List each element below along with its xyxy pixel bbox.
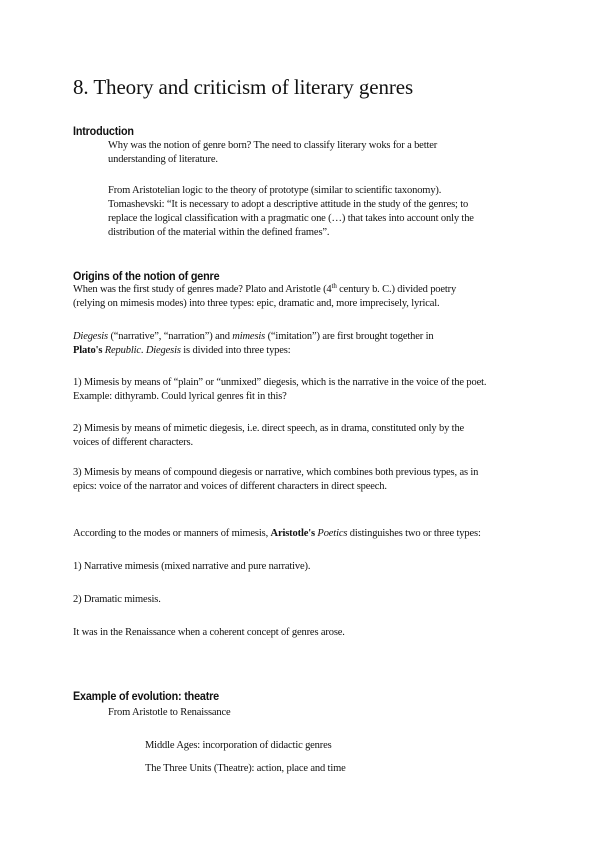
intro-paragraph-1 [108,139,437,167]
text-line: From Aristotelian logic to the theory of prototype (similar to scientific taxonomy). [108,185,442,196]
term-diegesis: Diegesis [73,331,108,342]
page-title: 8. Theory and criticism of literary genres [73,75,414,99]
superscript: th [331,282,337,290]
text-line: Tomashevski: “It is necessary to adopt a descriptive attitude in the study of the genres; to [108,199,469,210]
term-platos: Plato's [73,345,103,356]
term-aristotles: Aristotle's [270,528,315,539]
origins-paragraph-1 [73,283,456,311]
renaissance-sentence: It was in the Renaissance when a coherent concept of genres arose. [73,627,345,638]
middle-ages-item: Middle Ages: incorporation of didactic genres [145,740,332,751]
introduction-heading: Introduction [73,124,134,138]
text-run: (“imitation”) are first brought together in [265,331,434,342]
type-2: 2) Dramatic mimesis. [73,594,161,605]
text-line: (relying on mimesis modes) into three types: epic, dramatic and, more imprecisely, lyrical. [73,298,440,309]
example-heading: Example of evolution: theatre [73,689,220,703]
origins-paragraph-3 [73,527,481,541]
text-line: 3) Mimesis by means of compound diegesis or narrative, which combines both previous types, as in [73,467,479,478]
example-subheading: From Aristotle to Renaissance [108,707,231,718]
origins-paragraph-2 [73,330,433,358]
text-line: Why was the notion of genre born? The need to classify literary woks for a better [108,140,438,151]
text-run: (“narrative”, “narration”) and [107,331,233,342]
type-1: 1) Narrative mimesis (mixed narrative and pure narrative). [73,561,311,572]
text-line: 1) Mimesis by means of “plain” or “unmixed” diegesis, which is the narrative in the voice of the poet. [73,377,487,388]
text-line: When was the first study of genres made? Plato and Aristotle (4 [73,284,332,295]
text-line: replace the logical classification with a pragmatic one (…) that takes into account only the [108,213,474,224]
text-line: distribution of the material within the defined frames”. [108,227,330,238]
term-republic: Republic [102,345,141,356]
text-run: is divided into three types: [180,345,291,356]
term-poetics: Poetics [314,528,348,539]
origins-item-2 [73,422,464,450]
term-mimesis: mimesis [232,331,266,342]
term-diegesis: Diegesis [145,345,181,356]
text-run: According to the modes or manners of mimesis, [73,528,271,539]
origins-item-1 [73,376,486,404]
text-run: distinguishes two or three types: [347,528,481,539]
origins-heading: Origins of the notion of genre [73,269,220,283]
intro-paragraph-2 [108,184,474,240]
text-run: . [140,345,146,356]
text-line: century b. C.) divided poetry [336,284,457,295]
text-line: understanding of literature. [108,154,218,165]
text-line: voices of different characters. [73,437,193,448]
text-line: 2) Mimesis by means of mimetic diegesis, i.e. direct speech, as in drama, constituted only by the [73,423,465,434]
three-units-item: The Three Units (Theatre): action, place and time [145,763,346,774]
text-line: epics: voice of the narrator and voices of different characters in direct speech. [73,481,387,492]
text-line: Example: dithyramb. Could lyrical genres fit in this? [73,391,287,402]
origins-item-3 [73,466,478,494]
